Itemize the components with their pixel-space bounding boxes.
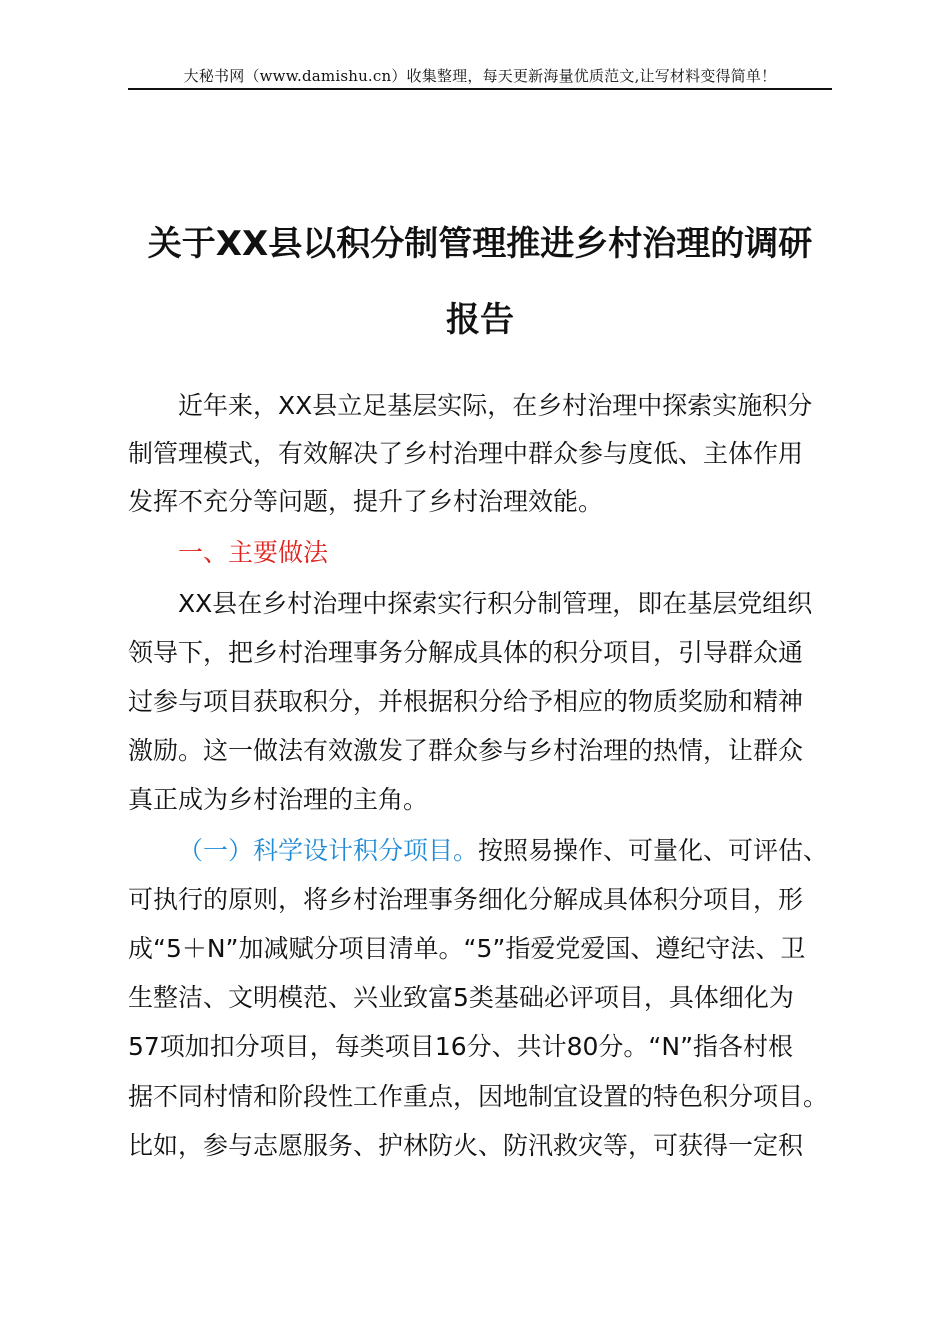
- section-heading: 一、主要做法: [178, 538, 329, 567]
- document-header: 大秘书网（www.damishu.cn）收集整理，每天更新海量优质范文,让写材料变得简单！: [183, 67, 777, 85]
- section1-line: 真正成为乡村治理的主角。: [128, 785, 429, 814]
- intro-line: 近年来，XX县立足基层实际，在乡村治理中探索实施积分: [178, 391, 813, 420]
- subsection1-line: 生整洁、文明模范、兴业致富5类基础必评项目，具体细化为: [128, 983, 794, 1012]
- section1-line: 领导下，把乡村治理事务分解成具体的积分项目，引导群众通: [128, 638, 804, 667]
- subsection1-line: 比如，参与志愿服务、护林防火、防汛救灾等，可获得一定积: [128, 1131, 804, 1160]
- subsection-heading: （一）科学设计积分项目。: [178, 836, 479, 865]
- section1-line: 激励。这一做法有效激发了群众参与乡村治理的热情，让群众: [128, 736, 804, 765]
- intro-line: 发挥不充分等问题，提升了乡村治理效能。: [128, 487, 604, 516]
- subsection1-line: 57项加扣分项目，每类项目16分、共计80分。“N”指各村根: [128, 1032, 794, 1061]
- section1-line: XX县在乡村治理中探索实行积分制管理，即在基层党组织: [178, 589, 813, 618]
- subsection1-line: 据不同村情和阶段性工作重点，因地制宜设置的特色积分项目。: [128, 1082, 829, 1111]
- subsection1-first-line: [178, 834, 838, 868]
- subsection1-line: 成“5＋N”加减赋分项目清单。“5”指爱党爱国、遵纪守法、卫: [128, 934, 806, 963]
- document-title-line-2: 报告: [446, 300, 514, 340]
- intro-line: 制管理模式，有效解决了乡村治理中群众参与度低、主体作用: [128, 439, 804, 468]
- header-divider: [128, 88, 832, 90]
- section1-line: 过参与项目获取积分，并根据积分给予相应的物质奖励和精神: [128, 687, 804, 716]
- subsection1-line: 可执行的原则，将乡村治理事务细化分解成具体积分项目，形: [128, 885, 804, 914]
- document-title-line-1: 关于XX县以积分制管理推进乡村治理的调研: [147, 224, 813, 264]
- subsection1-first-line-text: 按照易操作、可量化、可评估、: [478, 836, 829, 865]
